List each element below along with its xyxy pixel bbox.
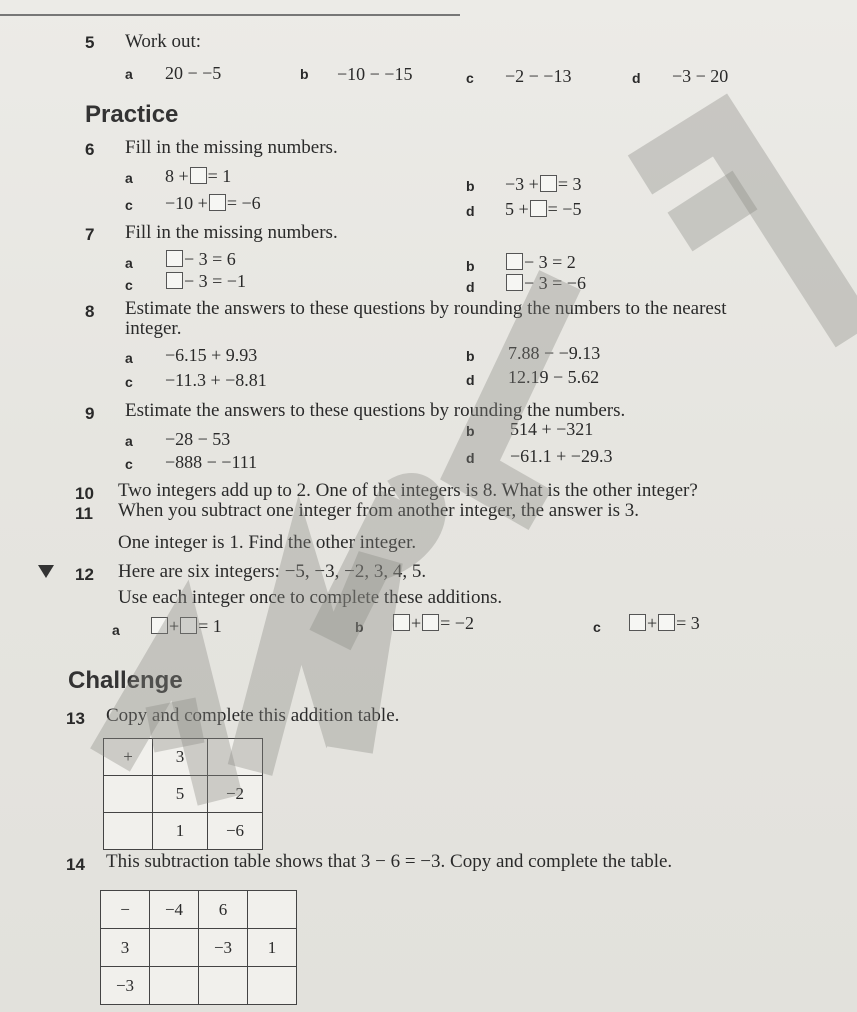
q7-b-equation: − 3 = 2 bbox=[505, 252, 576, 273]
table-cell: −6 bbox=[208, 813, 263, 850]
answer-box[interactable] bbox=[166, 250, 183, 267]
question-14-text: This subtraction table shows that 3 − 6 = −3. Copy and complete the table. bbox=[106, 851, 673, 872]
question-8-number: 8 bbox=[85, 302, 95, 321]
q12-a-equation: + = 1 bbox=[150, 616, 222, 637]
addition-table bbox=[103, 738, 263, 850]
question-8-text-line1: Estimate the answers to these questions by rounding the numbers to the nearest bbox=[125, 298, 727, 319]
question-9-number: 9 bbox=[85, 404, 95, 423]
question-11-text-line2: One integer is 1. Find the other integer. bbox=[118, 532, 417, 553]
q9-d-expr: −61.1 + −29.3 bbox=[510, 446, 613, 466]
question-13-text: Copy and complete this addition table. bbox=[106, 705, 400, 726]
q8-a-label: a bbox=[125, 350, 133, 366]
q9-a-expr: −28 − 53 bbox=[165, 429, 231, 449]
q6-d-label: d bbox=[466, 203, 475, 219]
q8-b-expr: 7.88 − −9.13 bbox=[508, 343, 601, 363]
q5-c-expr: −2 − −13 bbox=[505, 66, 572, 86]
question-10-number: 10 bbox=[75, 484, 94, 503]
q7-d-equation: − 3 = −6 bbox=[505, 273, 586, 294]
answer-box[interactable] bbox=[506, 253, 523, 270]
q9-b-expr: 514 + −321 bbox=[510, 419, 594, 439]
q5-b-label: b bbox=[300, 66, 309, 82]
answer-box[interactable] bbox=[422, 614, 439, 631]
question-8-text-line2: integer. bbox=[125, 318, 182, 339]
q8-d-expr: 12.19 − 5.62 bbox=[508, 367, 600, 387]
q9-d-label: d bbox=[466, 450, 475, 466]
question-9-text: Estimate the answers to these questions by rounding the numbers. bbox=[125, 400, 626, 421]
q8-c-expr: −11.3 + −8.81 bbox=[165, 370, 267, 390]
table-cell: 1 bbox=[248, 929, 297, 967]
answer-box[interactable] bbox=[393, 614, 410, 631]
q12-b-label: b bbox=[355, 619, 364, 635]
table-cell[interactable] bbox=[150, 967, 199, 1005]
question-6-text: Fill in the missing numbers. bbox=[125, 137, 338, 158]
q9-c-label: c bbox=[125, 456, 133, 472]
q6-c-label: c bbox=[125, 197, 133, 213]
q7-c-label: c bbox=[125, 277, 133, 293]
q12-c-equation: + = 3 bbox=[628, 613, 700, 634]
q6-a-label: a bbox=[125, 170, 133, 186]
q6-b-equation: −3 + = 3 bbox=[505, 174, 582, 194]
question-7-number: 7 bbox=[85, 225, 95, 244]
page-top-border bbox=[0, 0, 460, 16]
question-5-text: Work out: bbox=[125, 31, 202, 52]
q7-b-label: b bbox=[466, 258, 475, 274]
q8-c-label: c bbox=[125, 374, 133, 390]
q9-c-expr: −888 − −111 bbox=[165, 452, 258, 472]
q6-b-label: b bbox=[466, 178, 475, 194]
q9-b-label: b bbox=[466, 423, 475, 439]
question-13-number: 13 bbox=[66, 709, 85, 728]
answer-box[interactable] bbox=[151, 617, 168, 634]
table-cell[interactable] bbox=[150, 929, 199, 967]
answer-box[interactable] bbox=[658, 614, 675, 631]
question-11-number: 11 bbox=[75, 504, 93, 523]
table-cell: −4 bbox=[150, 891, 199, 929]
table-cell[interactable] bbox=[248, 967, 297, 1005]
table-cell: 3 bbox=[153, 739, 208, 776]
challenge-heading: Challenge bbox=[68, 667, 183, 694]
answer-box[interactable] bbox=[530, 200, 547, 217]
table-cell[interactable] bbox=[208, 739, 263, 776]
table-cell[interactable] bbox=[104, 813, 153, 850]
q5-d-expr: −3 − 20 bbox=[672, 66, 729, 86]
q12-b-equation: + = −2 bbox=[392, 613, 474, 634]
q5-b-expr: −10 − −15 bbox=[337, 64, 413, 84]
q7-d-label: d bbox=[466, 279, 475, 295]
q8-a-expr: −6.15 + 9.93 bbox=[165, 345, 258, 365]
q7-a-label: a bbox=[125, 255, 133, 271]
table-cell: −3 bbox=[101, 967, 150, 1005]
table-cell[interactable] bbox=[199, 967, 248, 1005]
table-cell: 3 bbox=[101, 929, 150, 967]
answer-box[interactable] bbox=[506, 274, 523, 291]
q8-b-label: b bbox=[466, 348, 475, 364]
table-cell: 6 bbox=[199, 891, 248, 929]
table-cell: − bbox=[101, 891, 150, 929]
q8-d-label: d bbox=[466, 372, 475, 388]
q12-a-label: a bbox=[112, 622, 120, 638]
table-cell: −2 bbox=[208, 776, 263, 813]
q5-a-expr: 20 − −5 bbox=[165, 63, 222, 83]
question-12-number: 12 bbox=[75, 565, 94, 584]
answer-box[interactable] bbox=[166, 272, 183, 289]
q6-c-equation: −10 + = −6 bbox=[165, 193, 261, 213]
q6-d-equation: 5 + = −5 bbox=[505, 199, 582, 219]
question-11-text-line1: When you subtract one integer from another integer, the answer is 3. bbox=[118, 500, 640, 521]
question-6-number: 6 bbox=[85, 140, 95, 159]
q7-c-equation: − 3 = −1 bbox=[165, 271, 246, 292]
q7-a-equation: − 3 = 6 bbox=[165, 249, 236, 270]
answer-box[interactable] bbox=[209, 194, 226, 211]
q5-a-label: a bbox=[125, 66, 133, 82]
q5-d-label: d bbox=[632, 70, 641, 86]
subtraction-table bbox=[100, 890, 297, 1005]
table-cell: −3 bbox=[199, 929, 248, 967]
q9-a-label: a bbox=[125, 433, 133, 449]
question-12-text-line2: Use each integer once to complete these additions. bbox=[118, 587, 503, 608]
question-12-text-line1: Here are six integers: −5, −3, −2, 3, 4, 5. bbox=[118, 561, 427, 582]
table-cell[interactable] bbox=[104, 776, 153, 813]
question-10-text: Two integers add up to 2. One of the integers is 8. What is the other integer? bbox=[118, 480, 698, 501]
answer-box[interactable] bbox=[180, 617, 197, 634]
challenge-triangle-icon bbox=[38, 565, 54, 578]
table-cell: 5 bbox=[153, 776, 208, 813]
table-cell[interactable] bbox=[248, 891, 297, 929]
answer-box[interactable] bbox=[629, 614, 646, 631]
table-cell: + bbox=[104, 739, 153, 776]
q12-c-label: c bbox=[593, 619, 601, 635]
answer-box[interactable] bbox=[540, 175, 557, 192]
question-5-number: 5 bbox=[85, 33, 95, 52]
table-cell: 1 bbox=[153, 813, 208, 850]
answer-box[interactable] bbox=[190, 167, 207, 184]
q5-c-label: c bbox=[466, 70, 474, 86]
question-7-text: Fill in the missing numbers. bbox=[125, 222, 338, 243]
q6-a-equation: 8 + = 1 bbox=[165, 166, 232, 186]
practice-heading: Practice bbox=[85, 101, 179, 128]
question-14-number: 14 bbox=[66, 855, 85, 874]
